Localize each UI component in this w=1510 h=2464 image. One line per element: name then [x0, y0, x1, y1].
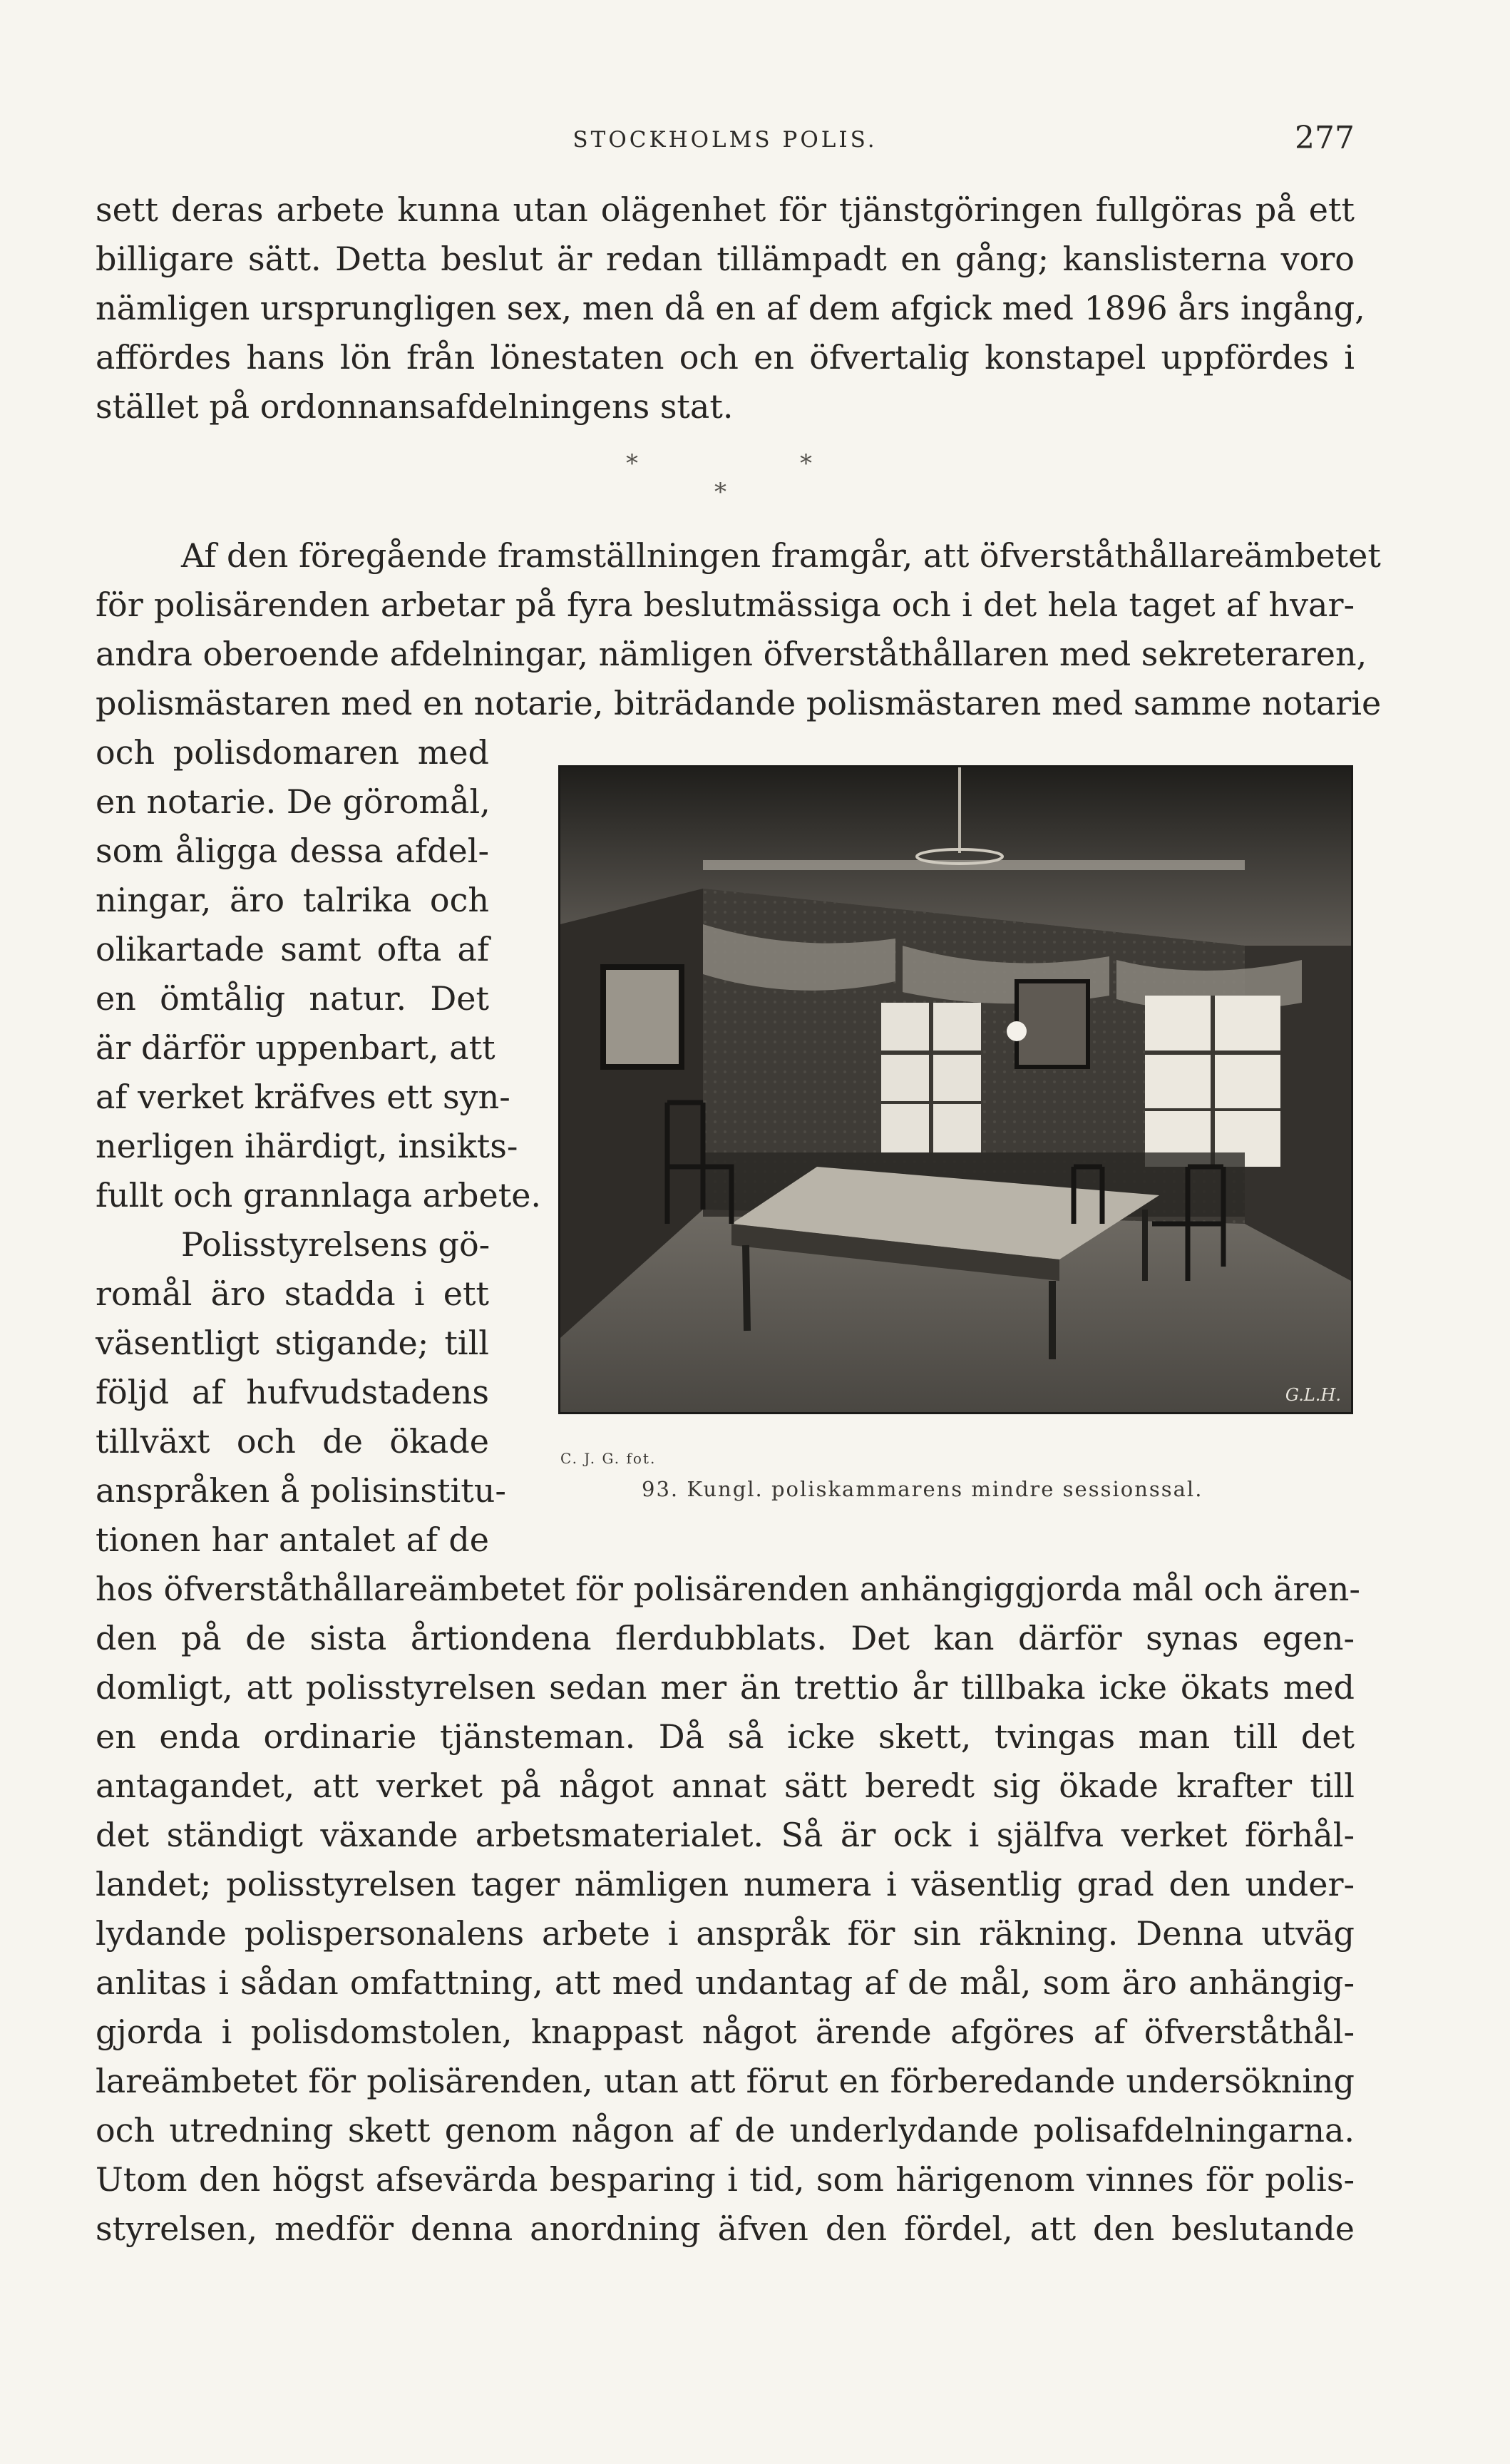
asterisk: * [800, 449, 812, 478]
figure-caption: 93. Kungl. poliskammarens mindre sessionssal. [642, 1477, 1203, 1501]
text-line: en notarie. De göromål, [96, 782, 491, 821]
artist-signature: G.L.H. [1285, 1385, 1341, 1405]
photo-credit: C. J. G. fot. [560, 1450, 657, 1467]
room-illustration [560, 767, 1351, 1412]
text-line: affördes hans lön från lönestaten och en öfvertalig konstapel uppfördes i [96, 338, 1355, 377]
text-line: domligt, att polisstyrelsen sedan mer än trettio år tillbaka icke ökats med [96, 1668, 1355, 1707]
text-line: tillväxt och de ökade [96, 1422, 489, 1461]
text-line: lydande polispersonalens arbete i anspråk för sin räkning. Denna utväg [96, 1914, 1355, 1953]
asterisk: * [714, 478, 726, 506]
text-line: landet; polisstyrelsen tager nämligen numera i väsentlig grad den under- [96, 1865, 1355, 1903]
text-line: som åligga dessa afdel- [96, 832, 489, 870]
text-line: lareämbetet för polisärenden, utan att förut en förberedande undersökning [96, 2062, 1355, 2100]
text-line: gjorda i polisdomstolen, knappast något ärende afgöres af öfverståthål- [96, 2013, 1355, 2051]
text-line: andra oberoende afdelningar, nämligen öfverståthållaren med sekreteraren, [96, 635, 1367, 673]
page-number: 277 [1295, 120, 1355, 156]
text-line: är därför uppenbart, att [96, 1028, 495, 1067]
text-line: sett deras arbete kunna utan olägenhet för tjänstgöringen fullgöras på ett [96, 190, 1355, 229]
asterisk: * [626, 449, 638, 478]
room-photograph [558, 765, 1353, 1414]
text-line: polismästaren med en notarie, biträdande polismästaren med samme notarie [96, 684, 1382, 722]
text-line: anspråken å polisinstitu- [96, 1471, 506, 1510]
text-line: romål äro stadda i ett [96, 1274, 489, 1313]
window [881, 1003, 981, 1152]
text-line: tionen har antalet af de [96, 1520, 489, 1559]
text-line: och polisdomaren med [96, 733, 489, 772]
text-line: väsentligt stigande; till [96, 1324, 489, 1362]
text-line: Af den föregående framställningen framgår, att öfverståthållareämbetet [181, 536, 1381, 575]
text-line: en enda ordinarie tjänsteman. Då så icke skett, tvingas man till det [96, 1717, 1355, 1756]
running-head: STOCKHOLMS POLIS. [572, 127, 878, 153]
text-line: Polisstyrelsens gö- [181, 1225, 491, 1264]
text-line: det ständigt växande arbetsmaterialet. Så är ock i själfva verket förhål- [96, 1816, 1355, 1854]
text-line: följd af hufvudstadens [96, 1373, 489, 1411]
text-line: en ömtålig natur. Det [96, 979, 489, 1018]
text-line: styrelsen, medför denna anordning äfven den fördel, att den beslutande [96, 2209, 1355, 2248]
text-line: antagandet, att verket på något annat sätt beredt sig ökade krafter till [96, 1767, 1355, 1805]
text-line: billigare sätt. Detta beslut är redan tillämpadt en gång; kanslisterna voro [96, 240, 1355, 278]
text-line: ningar, äro talrika och [96, 881, 489, 919]
text-line: hos öfverståthållareämbetet för polisärenden anhängiggjorda mål och ären- [96, 1570, 1360, 1608]
section-separator [0, 449, 1510, 513]
text-line: nämligen ursprungligen sex, men då en af dem afgick med 1896 års ingång, [96, 289, 1365, 327]
window [1145, 996, 1280, 1167]
text-line: anlitas i sådan omfattning, att med undantag af de mål, som äro anhängig- [96, 1963, 1355, 2002]
text-line: Utom den högst afsevärda besparing i tid, som härigenom vinnes för polis- [96, 2160, 1355, 2199]
page-header [96, 120, 1355, 163]
text-line: stället på ordonnansafdelningens stat. [96, 387, 734, 426]
text-line: den på de sista årtiondena flerdubblats. Det kan därför synas egen- [96, 1619, 1355, 1657]
painting [1017, 981, 1088, 1067]
text-line: fullt och grannlaga arbete. [96, 1176, 542, 1215]
text-line: för polisärenden arbetar på fyra beslutmässiga och i det hela taget af hvar- [96, 586, 1355, 624]
painting [603, 967, 682, 1067]
text-line: och utredning skett genom någon af de underlydande polisafdelningarna. [96, 2111, 1355, 2149]
text-line: af verket kräfves ett syn- [96, 1078, 510, 1116]
text-line: olikartade samt ofta af [96, 930, 489, 968]
text-line: nerligen ihärdigt, insikts- [96, 1127, 518, 1165]
